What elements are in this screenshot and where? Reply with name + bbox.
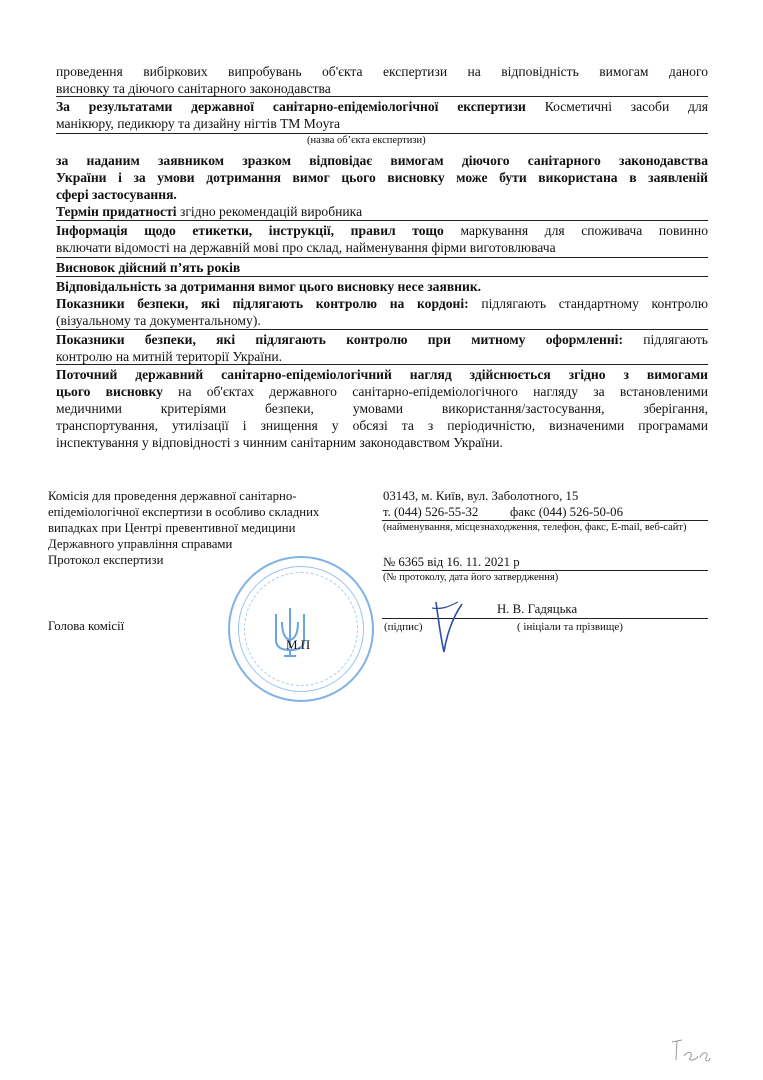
border-control-section <box>56 295 708 329</box>
divider <box>56 96 708 97</box>
stamp-inner-ring <box>244 572 358 686</box>
protocol-rule <box>382 570 708 571</box>
expertise-lead: За результатами державної санітарно-епідеміологічної експертизи <box>56 99 526 114</box>
handwritten-signature <box>428 598 468 658</box>
commission-line-1: Комісія для проведення державної санітарно- <box>48 489 297 503</box>
shelf-life-row <box>56 203 708 220</box>
address-rule <box>382 520 708 521</box>
label-info-text-1: маркування для споживача повинно <box>460 223 708 238</box>
intro-line-2: висновку та діючого санітарного законодавства <box>56 81 331 96</box>
divider <box>56 257 708 258</box>
intro-line-1: проведення вибіркових випробувань об'єкта експертизи на відповідність вимогам даного <box>56 64 708 79</box>
border-control-text-2: (візуальному та документальному). <box>56 313 261 328</box>
responsibility-text: Відповідальність за дотримання вимог цього висновку несе заявник. <box>56 279 482 294</box>
divider <box>56 329 708 330</box>
commission-line-3: випадках при Центрі превентивної медицини <box>48 521 296 535</box>
conclusion-paragraph <box>56 152 708 203</box>
divider <box>56 276 708 277</box>
chair-label: Голова комісії <box>48 619 125 633</box>
signer-name: Н. В. Гадяцька <box>497 602 578 616</box>
conclusion-line-2: України і за умови дотримання вимог цього висновку може бути використана в заявленій <box>56 170 708 185</box>
customs-lead: Показники безпеки, які підлягають контролю при митному оформленні: <box>56 332 623 347</box>
name-caption: ( ініціали та прізвище) <box>517 621 623 633</box>
supervision-line-3: медичними критеріями безпеки, умовами використання/застосування, зберігання, <box>56 401 708 416</box>
supervision-lead-2: цього висновку <box>56 384 163 399</box>
divider <box>56 220 708 221</box>
signature-caption: (підпис) <box>384 621 423 633</box>
border-control-lead: Показники безпеки, які підлягають контролю на кордоні: <box>56 296 469 311</box>
label-info-section <box>56 222 708 256</box>
commission-line-4: Державного управління справами <box>48 537 233 551</box>
shelf-life-label: Термін придатності <box>56 204 177 219</box>
supervision-line-1: Поточний державний санітарно-епідеміологічний нагляд здійснюється згідно з вимогами <box>56 367 708 382</box>
pencil-mark <box>668 1036 712 1064</box>
label-info-text-2: включати відомості на державній мові про склад, найменування фірми виготовлювача <box>56 240 556 255</box>
conclusion-line-1: за наданим заявником зразком відповідає вимогам діючого санітарного законодавства <box>56 153 708 168</box>
expertise-section <box>56 98 708 132</box>
expertise-caption: (назва об’єкта експертизи) <box>307 135 426 146</box>
address-line: 03143, м. Київ, вул. Заболотного, 15 <box>383 489 579 503</box>
border-control-text-1: підлягають стандартному контролю <box>481 296 708 311</box>
expertise-object-1: Косметичні засоби для <box>544 99 708 114</box>
address-fax: факс (044) 526-50-06 <box>510 505 623 519</box>
conclusion-line-3: сфері застосування. <box>56 187 177 202</box>
divider <box>56 364 708 365</box>
protocol-label: Протокол експертизи <box>48 553 164 567</box>
protocol-number: № 6365 від 16. 11. 2021 р <box>383 555 520 569</box>
protocol-caption: (№ протоколу, дата його затвердження) <box>383 572 559 583</box>
stamp-label: М.П <box>286 637 311 652</box>
commission-line-2: епідеміологічної експертизи в особливо складних <box>48 505 320 519</box>
supervision-text-2: на об'єктах державного санітарно-епідеміологічного нагляду за встановленими <box>178 384 708 399</box>
divider <box>56 133 708 134</box>
expertise-object-2: манікюру, педикюру та дизайну нігтів ТМ Moyra <box>56 116 340 131</box>
supervision-line-4: транспортування, утилізації і знищення у обсязі та з періодичністю, визначеними програмами <box>56 418 708 433</box>
customs-text-2: контролю на митній території України. <box>56 349 283 364</box>
customs-section <box>56 331 708 365</box>
intro-paragraph <box>56 63 708 97</box>
address-phone: т. (044) 526-55-32 <box>383 505 479 519</box>
customs-text-1: підлягають <box>643 332 708 347</box>
supervision-line-5: інспектування у відповідності з чинним санітарним законодавством України. <box>56 435 503 450</box>
label-info-lead: Інформація щодо етикетки, інструкції, правил тощо <box>56 223 444 238</box>
shelf-life-value: згідно рекомендацій виробника <box>179 204 363 219</box>
address-caption: (найменування, місцезнаходження, телефон, факс, E-mail, веб-сайт) <box>383 522 687 533</box>
supervision-section <box>56 366 708 451</box>
official-stamp <box>228 556 374 702</box>
validity-text: Висновок дійсний п’ять років <box>56 260 241 275</box>
